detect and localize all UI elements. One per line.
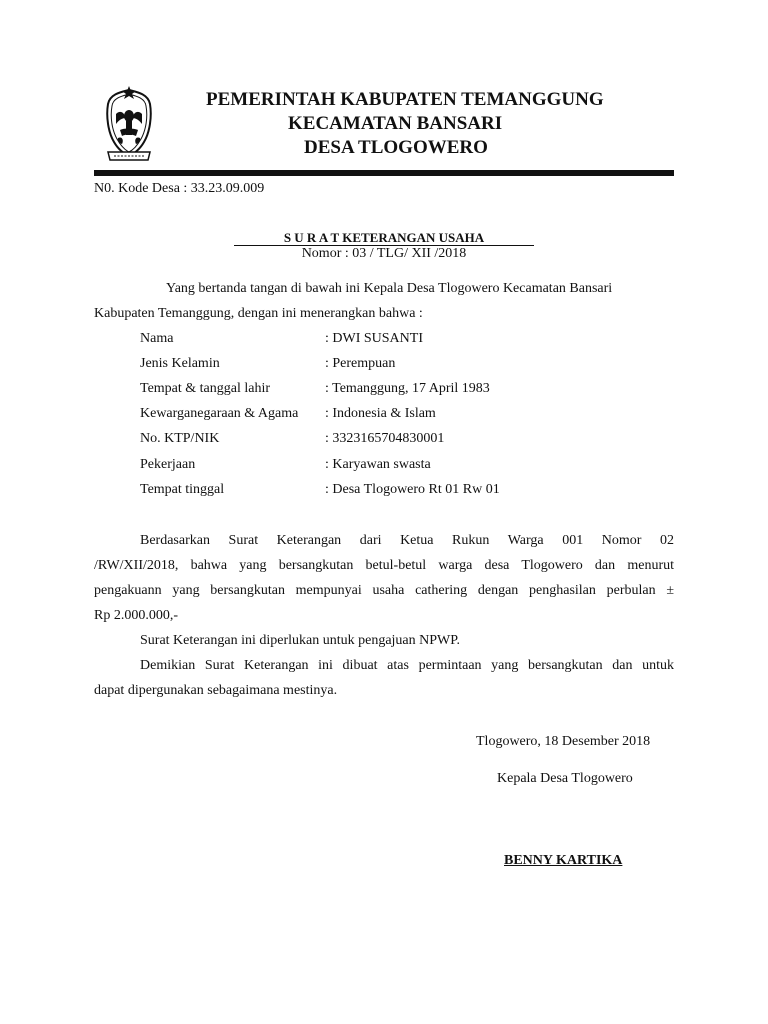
header-village-title: DESA TLOGOWERO: [304, 137, 488, 158]
field-label-nationality-religion: Kewarganegaraan & Agama: [140, 406, 299, 421]
field-label-id-number: No. KTP/NIK: [140, 431, 220, 446]
field-value-occupation: : Karyawan swasta: [325, 457, 431, 472]
field-value-nationality-religion: : Indonesia & Islam: [325, 406, 436, 421]
header-divider: [94, 170, 674, 176]
field-label-name: Nama: [140, 331, 174, 346]
body-line: dapat dipergunakan sebagaimana mestinya.: [94, 683, 338, 698]
signer-position: Kepala Desa Tlogowero: [497, 771, 633, 786]
field-value-gender: : Perempuan: [325, 356, 396, 371]
body-line: Berdasarkan Surat Keterangan dari Ketua Rukun Warga 001 Nomor 02: [140, 533, 674, 548]
body-paragraph-2: Surat Keterangan ini diperlukan untuk pengajuan NPWP.: [140, 633, 460, 648]
body-paragraph-1: [94, 532, 674, 632]
field-label-birth: Tempat & tanggal lahir: [140, 381, 271, 396]
place-date: Tlogowero, 18 Desember 2018: [476, 734, 651, 749]
field-value-id-number: : 3323165704830001: [325, 431, 445, 446]
document-title: S U R A T KETERANGAN USAHA: [234, 230, 534, 246]
signer-name: BENNY KARTIKA: [504, 853, 623, 868]
field-value-residence: : Desa Tlogowero Rt 01 Rw 01: [325, 482, 500, 497]
intro-line-2: Kabupaten Temanggung, dengan ini menerangkan bahwa :: [94, 306, 423, 321]
field-value-name: : DWI SUSANTI: [325, 331, 423, 346]
body-line: Rp 2.000.000,-: [94, 608, 178, 623]
village-code: N0. Kode Desa : 33.23.09.009: [94, 181, 265, 196]
document-number: Nomor : 03 / TLG/ XII /2018: [301, 246, 467, 261]
intro-line-1: Yang bertanda tangan di bawah ini Kepala Desa Tlogowero Kecamatan Bansari: [166, 281, 613, 296]
body-line: pengakuann yang bersangkutan mempunyai usaha cathering dengan penghasilan perbulan ±: [94, 583, 674, 598]
body-paragraph-3: [94, 657, 674, 707]
field-value-birth: : Temanggung, 17 April 1983: [325, 381, 490, 396]
field-label-occupation: Pekerjaan: [140, 457, 196, 472]
field-label-residence: Tempat tinggal: [140, 482, 225, 497]
body-line: /RW/XII/2018, bahwa yang bersangkutan betul-betul warga desa Tlogowero dan menurut: [94, 558, 674, 573]
body-line: Demikian Surat Keterangan ini dibuat atas permintaan yang bersangkutan dan untuk: [140, 658, 674, 673]
header-district-title: KECAMATAN BANSARI: [288, 113, 503, 134]
header-government-title: PEMERINTAH KABUPATEN TEMANGGUNG: [206, 89, 604, 110]
regency-coat-of-arms-icon: [104, 86, 154, 162]
field-label-gender: Jenis Kelamin: [140, 356, 220, 371]
